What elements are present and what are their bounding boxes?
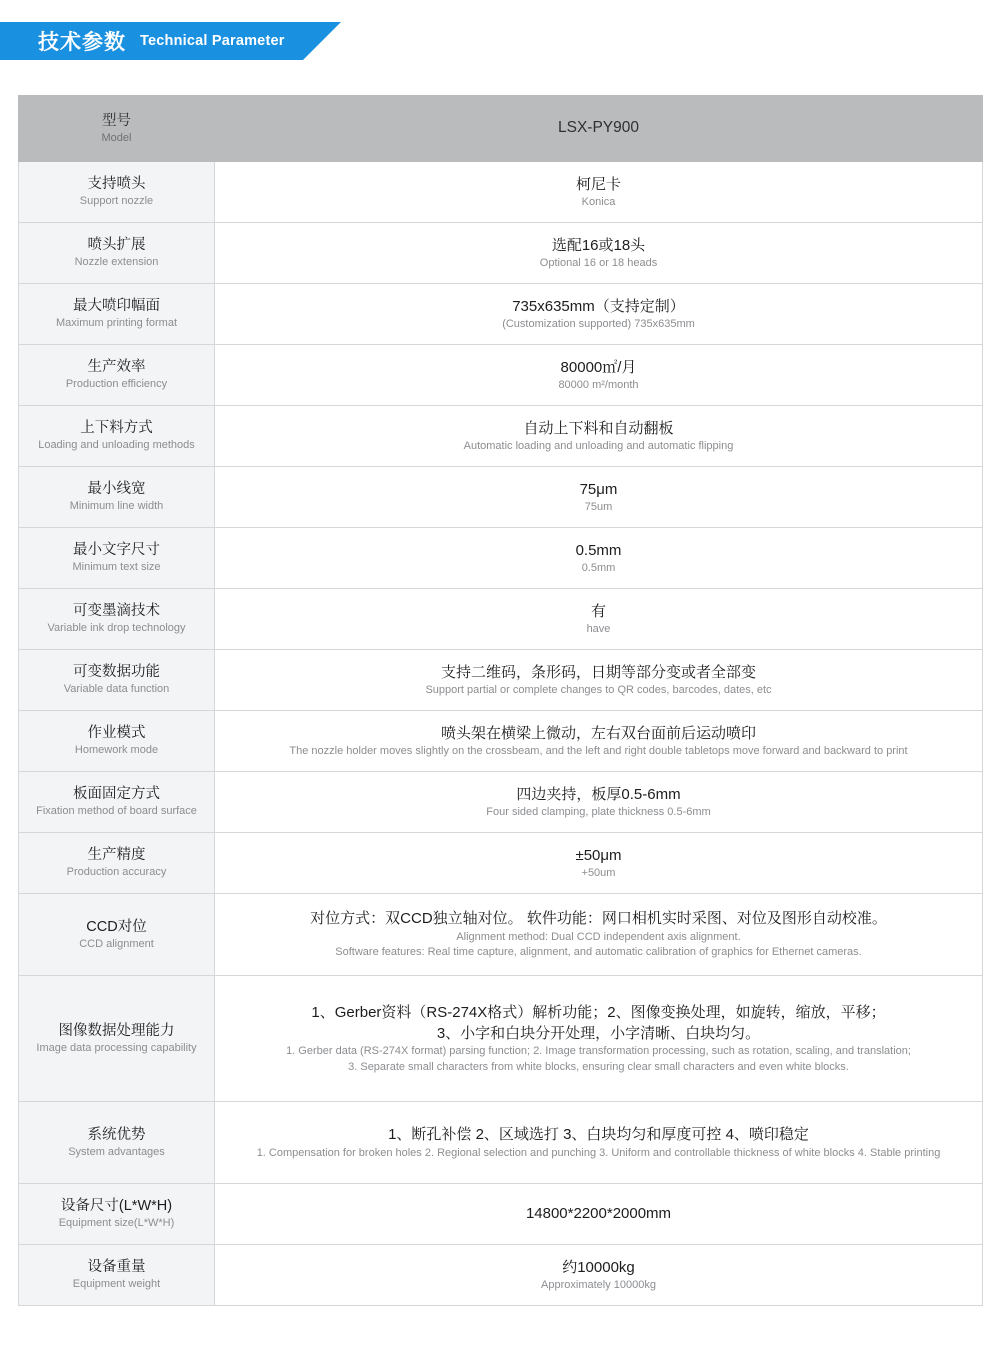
row-value-cn: 约10000kg [562, 1258, 635, 1276]
row-label-en: Maximum printing format [55, 317, 178, 330]
row-value-en: (Customization supported) 735x635mm [502, 318, 695, 331]
row-value-en-2: 3. Separate small characters from white blocks, ensuring clear small characters and even white blocks. [348, 1060, 849, 1073]
row-value-cell [215, 976, 983, 1102]
row-value-en: The nozzle holder moves slightly on the crossbeam, and the left and right double tabletops move forward and backward to print [289, 745, 908, 758]
row-label-en: Loading and unloading methods [38, 439, 195, 452]
table-row [19, 976, 983, 1102]
table-row [19, 650, 983, 711]
table-row [19, 406, 983, 467]
row-label-cell [19, 650, 215, 711]
row-value-en: Konica [581, 196, 616, 209]
banner-bar [0, 22, 303, 60]
row-label-cn: 设备重量 [87, 1259, 146, 1276]
row-value-cn: 喷头架在横梁上微动，左右双台面前后运动喷印 [440, 724, 756, 742]
banner-title-en: Technical Parameter [140, 33, 285, 49]
row-label-cn: 图像数据处理能力 [58, 1022, 175, 1039]
row-label-en: Variable ink drop technology [47, 622, 186, 635]
row-value-cn: 735x635mm（支持定制） [512, 297, 685, 315]
row-label-cn: 设备尺寸(L*W*H) [60, 1198, 173, 1215]
row-label-cn: 可变数据功能 [73, 664, 160, 681]
row-value-en: +50um [581, 867, 616, 880]
row-label-cell [19, 284, 215, 345]
row-value-en-2: Software features: Real time capture, alignment, and automatic calibration of graphics for Ethernet cameras. [335, 946, 862, 959]
row-value-cn: 柯尼卡 [575, 175, 621, 193]
row-value-cn: 0.5mm [575, 541, 622, 559]
row-label-en: Minimum text size [72, 561, 161, 574]
table-row [19, 345, 983, 406]
row-value-cell [215, 589, 983, 650]
table-row [19, 711, 983, 772]
table-header-label-en: Model [101, 131, 132, 144]
row-label-en: Fixation method of board surface [36, 805, 197, 818]
row-label-cell [19, 223, 215, 284]
row-label-cell [19, 1184, 215, 1245]
row-label-cell [19, 833, 215, 894]
row-value-cell [215, 772, 983, 833]
row-value-cn: 选配16或18头 [551, 236, 646, 254]
table-row [19, 589, 983, 650]
row-label-cn: 最小文字尺寸 [73, 542, 160, 559]
row-label-cn: 最大喷印幅面 [73, 298, 160, 315]
row-label-en: Nozzle extension [74, 256, 159, 269]
row-value-cell [215, 528, 983, 589]
row-value-en: 0.5mm [581, 562, 616, 575]
row-value-en: Alignment method: Dual CCD independent axis alignment. [456, 930, 741, 943]
table-header-value-cell [215, 96, 983, 162]
table-row [19, 162, 983, 223]
section-banner [0, 22, 303, 60]
row-value-en: have [586, 623, 611, 636]
row-value-en: 80000 m²/month [558, 379, 639, 392]
row-value-en: 1. Compensation for broken holes 2. Regional selection and punching 3. Uniform and controllable thickness of white blocks 4. Stable printing [256, 1146, 941, 1159]
spec-table [18, 95, 983, 1306]
row-value-cell [215, 406, 983, 467]
row-value-cell [215, 1245, 983, 1306]
row-label-en: Equipment size(L*W*H) [58, 1217, 175, 1230]
row-label-en: Production efficiency [65, 378, 168, 391]
row-value-cell [215, 223, 983, 284]
row-value-en: Optional 16 or 18 heads [539, 257, 658, 270]
row-label-cn: 生产效率 [87, 359, 146, 376]
table-row [19, 223, 983, 284]
row-value-cell [215, 162, 983, 223]
row-label-en: Production accuracy [66, 866, 167, 879]
row-label-cn: 系统优势 [87, 1126, 146, 1143]
row-value-cell [215, 467, 983, 528]
banner-title-cn: 技术参数 [38, 31, 126, 54]
row-value-en: 1. Gerber data (RS-274X format) parsing function; 2. Image transformation processing, such as rotation, scaling, and translation; [286, 1045, 911, 1058]
row-label-cell [19, 1245, 215, 1306]
row-label-cn: 最小线宽 [87, 481, 146, 498]
row-label-cell [19, 345, 215, 406]
row-value-cell [215, 650, 983, 711]
row-label-en: Homework mode [74, 744, 159, 757]
row-label-en: System advantages [68, 1145, 165, 1158]
row-value-cell [215, 1184, 983, 1245]
table-header-row [19, 96, 983, 162]
row-value-en: Support partial or complete changes to QR codes, barcodes, dates, etc [425, 684, 772, 697]
row-label-cn: 生产精度 [87, 847, 146, 864]
row-label-en: Support nozzle [79, 195, 154, 208]
row-value-cn: 四边夹持，板厚0.5-6mm [516, 785, 681, 803]
row-value-cell [215, 711, 983, 772]
row-value-cell [215, 1102, 983, 1184]
row-label-cn: 板面固定方式 [73, 786, 160, 803]
row-value-cn: 对位方式：双CCD独立轴对位。 软件功能：网口相机实时采图、对位及图形自动校准。 [310, 910, 887, 928]
row-label-cn: 喷头扩展 [87, 237, 146, 254]
row-value-en: Four sided clamping, plate thickness 0.5-6mm [486, 806, 711, 819]
row-value-cn: 80000㎡/月 [560, 358, 637, 376]
row-value-cell [215, 345, 983, 406]
row-label-cell [19, 711, 215, 772]
row-label-en: Image data processing capability [36, 1041, 197, 1054]
row-label-cell [19, 772, 215, 833]
row-label-en: CCD alignment [79, 937, 154, 950]
table-header-label-cell [19, 96, 215, 162]
row-label-cell [19, 894, 215, 976]
row-label-cn: 作业模式 [87, 725, 146, 742]
row-value-cn: 1、断孔补偿 2、区域选打 3、白块均匀和厚度可控 4、喷印稳定 [388, 1126, 809, 1144]
row-label-en: Minimum line width [69, 500, 164, 513]
row-value-cn: 自动上下料和自动翻板 [523, 419, 674, 437]
row-value-en: Automatic loading and unloading and automatic flipping [463, 440, 734, 453]
table-row [19, 1245, 983, 1306]
row-value-cn: 支持二维码，条形码，日期等部分变或者全部变 [440, 663, 756, 681]
table-row [19, 284, 983, 345]
row-label-cell [19, 1102, 215, 1184]
row-value-cell [215, 284, 983, 345]
row-value-en: Approximately 10000kg [541, 1279, 656, 1292]
table-row [19, 894, 983, 976]
row-label-cell [19, 467, 215, 528]
table-header-label-cn: 型号 [102, 112, 131, 129]
table-row [19, 772, 983, 833]
table-row [19, 1184, 983, 1245]
table-row [19, 833, 983, 894]
table-row [19, 1102, 983, 1184]
row-value-en: 75um [584, 501, 613, 514]
table-row [19, 528, 983, 589]
row-label-cn: CCD对位 [86, 918, 147, 935]
row-value-cn-2: 3、小字和白块分开处理，小字清晰、白块均匀。 [436, 1024, 761, 1042]
model-value: LSX-PY900 [558, 119, 639, 137]
row-value-cn: 有 [590, 602, 606, 620]
row-label-cn: 支持喷头 [87, 176, 146, 193]
row-value-cell [215, 833, 983, 894]
table-row [19, 467, 983, 528]
row-value-cn: 14800*2200*2000mm [525, 1205, 672, 1223]
row-label-cn: 可变墨滴技术 [73, 603, 160, 620]
row-label-cn: 上下料方式 [80, 420, 153, 437]
row-label-en: Variable data function [63, 683, 170, 696]
row-value-cn: 75μm [579, 480, 618, 498]
row-value-cell [215, 894, 983, 976]
row-value-cn: ±50μm [575, 846, 622, 864]
row-label-cell [19, 162, 215, 223]
row-label-cell [19, 976, 215, 1102]
row-label-cell [19, 589, 215, 650]
row-value-cn: 1、Gerber资料（RS-274X格式）解析功能；2、图像变换处理，如旋转，缩放，平移； [311, 1004, 886, 1022]
row-label-cell [19, 528, 215, 589]
row-label-cell [19, 406, 215, 467]
row-label-en: Equipment weight [72, 1278, 161, 1291]
